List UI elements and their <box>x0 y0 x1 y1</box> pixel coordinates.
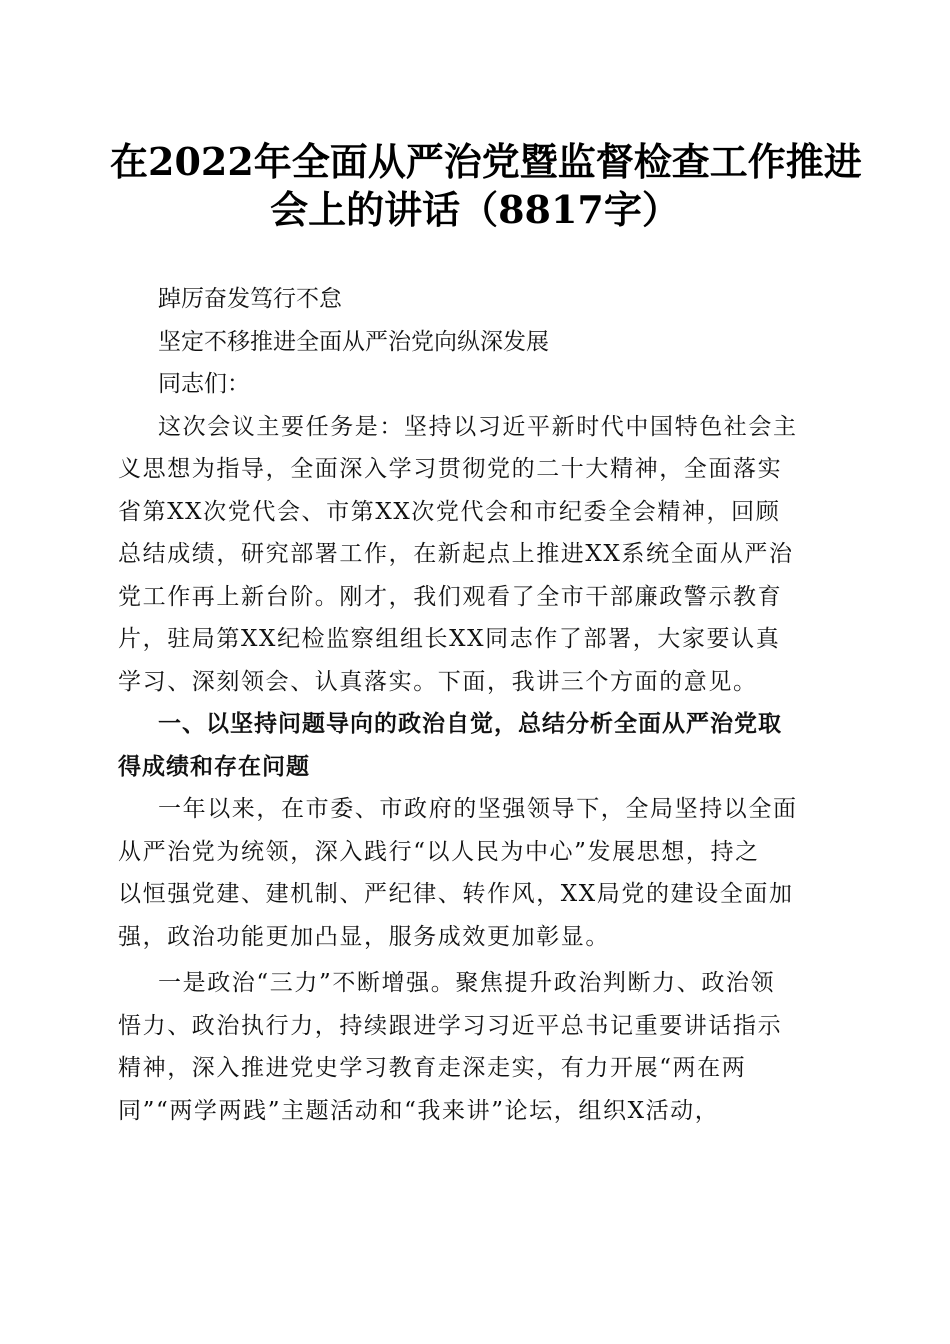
paragraph-line: 精神，深入推进党史学习教育走深走实，有力开展“两在两 <box>118 1055 747 1081</box>
salutation: 同志们： <box>158 371 250 397</box>
paragraph-line: 强，政治功能更加凸显，服务成效更加彰显。 <box>118 923 610 950</box>
paragraph-line: 一是政治“三力”不断增强。聚焦提升政治判断力、政治领 <box>158 970 776 996</box>
paragraph-political-capacity <box>118 962 830 1132</box>
paragraph-line: 以恒强党建、建机制、严纪律、转作风，XX局党的建设全面加 <box>118 881 794 907</box>
paragraph-line: 学习、深刻领会、认真落实。下面，我讲三个方面的意见。 <box>118 668 758 695</box>
section-heading-1 <box>118 703 830 788</box>
paragraph-line: 悟力、政治执行力，持续跟进学习习近平总书记重要讲话指示 <box>118 1012 783 1039</box>
paragraph-line: 总结成绩，研究部署工作，在新起点上推进XX系统全面从严治 <box>118 541 794 567</box>
heading-line: 一、以坚持问题导向的政治自觉，总结分析全面从严治党取 <box>158 711 782 737</box>
paragraph-line: 省第XX次党代会、市第XX次党代会和市纪委全会精神，回顾 <box>118 498 781 525</box>
paragraph-line: 一年以来，在市委、市政府的坚强领导下，全局坚持以全面 <box>158 796 798 822</box>
title-line-1: 在2022年全面从严治党暨监督检查工作推进 <box>110 139 862 184</box>
paragraph-line: 义思想为指导，全面深入学习贯彻党的二十大精神，全面落实 <box>118 456 783 482</box>
subtitle-2: 坚定不移推进全面从严治党向纵深发展 <box>158 328 549 355</box>
paragraph-achievements <box>118 788 830 958</box>
subtitle-1: 踔厉奋发笃行不怠 <box>158 286 342 312</box>
paragraph-line: 党工作再上新台阶。刚才，我们观看了全市干部廉政警示教育 <box>118 583 783 610</box>
document-title <box>110 138 862 234</box>
paragraph-line: 从严治党为统领，深入践行“以人民为中心”发展思想，持之 <box>118 838 760 865</box>
document-body <box>118 278 830 1132</box>
heading-line: 得成绩和存在问题 <box>118 753 310 780</box>
paragraph-line: 片，驻局第XX纪检监察组组长XX同志作了部署，大家要认真 <box>118 626 781 652</box>
paragraph-line: 这次会议主要任务是：坚持以习近平新时代中国特色社会主 <box>158 413 798 440</box>
paragraph-line: 同”“两学两践”主题活动和“我来讲”论坛，组织X活动， <box>118 1097 720 1124</box>
title-line-2: 会上的讲话（8817字） <box>270 187 680 232</box>
paragraph-intro <box>118 406 830 704</box>
